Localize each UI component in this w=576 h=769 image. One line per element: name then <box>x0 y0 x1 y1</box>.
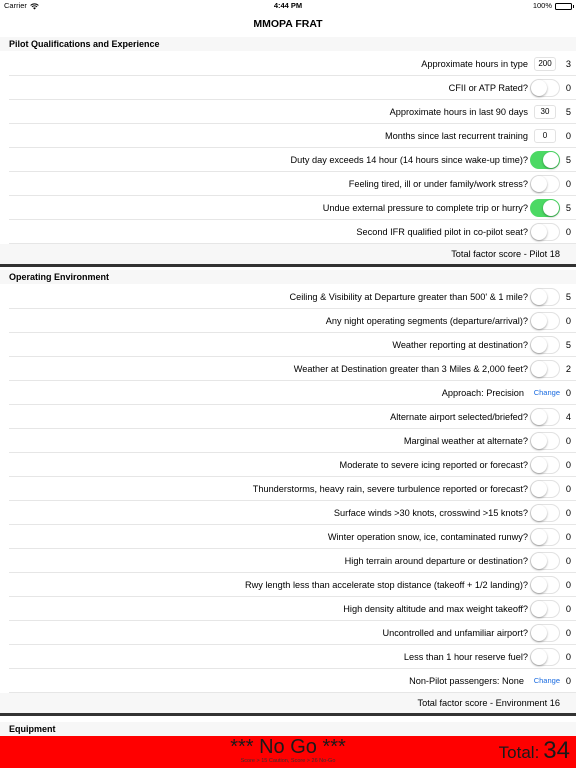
question-label: Undue external pressure to complete trip or hurry? <box>322 203 528 213</box>
factor-score: 5 <box>565 340 571 350</box>
section-total-label: Total factor score - Pilot <box>451 249 548 259</box>
page-title: MMOPA FRAT <box>253 18 323 30</box>
question-row <box>9 429 576 453</box>
yes-no-toggle[interactable] <box>530 552 560 570</box>
yes-no-toggle[interactable] <box>530 223 560 241</box>
toggle-knob <box>531 481 547 497</box>
toggle-knob <box>531 457 547 473</box>
section-total <box>451 244 560 264</box>
total-score-value: 34 <box>543 737 570 764</box>
factor-score: 0 <box>565 131 571 141</box>
section-total-value: 16 <box>549 698 560 708</box>
toggle-knob <box>531 176 547 192</box>
score-summary-bar <box>0 736 576 768</box>
yes-no-toggle[interactable] <box>530 408 560 426</box>
question-list <box>0 52 576 244</box>
toggle-knob <box>531 649 547 665</box>
toggle-knob <box>531 409 547 425</box>
question-label: High density altitude and max weight takeoff? <box>343 604 528 614</box>
question-label: Rwy length less than accelerate stop distance (takeoff + 1/2 landing)? <box>244 580 528 590</box>
factor-score: 0 <box>565 179 571 189</box>
factor-score: 3 <box>565 59 571 69</box>
question-row <box>9 501 576 525</box>
question-row <box>9 285 576 309</box>
question-row <box>9 172 576 196</box>
question-row <box>9 669 576 693</box>
score-legend: Score > 15 Caution, Score > 26 No-Go <box>240 758 336 764</box>
section-header <box>0 37 576 51</box>
factor-score: 0 <box>565 556 571 566</box>
toggle-knob <box>531 625 547 641</box>
question-row <box>9 381 576 405</box>
toggle-knob <box>531 433 547 449</box>
question-list <box>0 285 576 693</box>
factor-score: 0 <box>565 532 571 542</box>
go-no-go-verdict: *** No Go *** <box>230 736 346 758</box>
clock: 4:44 PM <box>273 1 303 10</box>
yes-no-toggle[interactable] <box>530 360 560 378</box>
question-row <box>9 357 576 381</box>
section-title: Pilot Qualifications and Experience <box>9 39 160 49</box>
factor-score: 0 <box>565 436 571 446</box>
yes-no-toggle[interactable] <box>530 288 560 306</box>
numeric-input[interactable]: 0 <box>534 129 556 143</box>
numeric-input[interactable]: 200 <box>534 57 556 71</box>
toggle-knob <box>531 289 547 305</box>
factor-score: 0 <box>565 604 571 614</box>
factor-score: 0 <box>565 316 571 326</box>
yes-no-toggle[interactable] <box>530 504 560 522</box>
factor-score: 0 <box>565 676 571 686</box>
question-label: CFII or ATP Rated? <box>448 83 528 93</box>
question-label: Uncontrolled and unfamiliar airport? <box>382 628 528 638</box>
question-row <box>9 573 576 597</box>
yes-no-toggle[interactable] <box>530 528 560 546</box>
factor-score: 5 <box>565 203 571 213</box>
factor-score: 2 <box>565 364 571 374</box>
question-row <box>9 309 576 333</box>
battery-indicator <box>533 0 572 12</box>
question-row <box>9 405 576 429</box>
section-total <box>418 693 561 713</box>
toggle-knob <box>531 313 547 329</box>
yes-no-toggle[interactable] <box>530 312 560 330</box>
question-label: Feeling tired, ill or under family/work stress? <box>348 179 528 189</box>
question-row <box>9 453 576 477</box>
factor-score: 0 <box>565 580 571 590</box>
yes-no-toggle[interactable] <box>530 624 560 642</box>
question-label: Marginal weather at alternate? <box>403 436 528 446</box>
change-link[interactable]: Change <box>533 388 560 397</box>
total-score-label: Total: <box>498 743 540 762</box>
change-link[interactable]: Change <box>533 676 560 685</box>
question-label: Duty day exceeds 14 hour (14 hours since wake-up time)? <box>290 155 528 165</box>
yes-no-toggle[interactable] <box>530 79 560 97</box>
question-label: Any night operating segments (departure/arrival)? <box>325 316 528 326</box>
section-title: Equipment <box>9 724 56 734</box>
yes-no-toggle[interactable] <box>530 151 560 169</box>
question-label: Second IFR qualified pilot in co-pilot seat? <box>356 227 528 237</box>
factor-score: 5 <box>565 107 571 117</box>
section-total-value: 18 <box>549 249 560 259</box>
toggle-knob <box>531 80 547 96</box>
yes-no-toggle[interactable] <box>530 456 560 474</box>
question-label: Non-Pilot passengers: None <box>409 676 524 686</box>
section-total-row <box>0 693 576 716</box>
question-label: Approximate hours in type <box>421 59 528 69</box>
factor-score: 0 <box>565 628 571 638</box>
yes-no-toggle[interactable] <box>530 199 560 217</box>
question-label: Weather reporting at destination? <box>392 340 528 350</box>
question-row <box>9 333 576 357</box>
factor-score: 0 <box>565 508 571 518</box>
question-row <box>9 124 576 148</box>
section-total-label: Total factor score - Environment <box>417 698 548 708</box>
question-row <box>9 621 576 645</box>
question-label: Winter operation snow, ice, contaminated runwy? <box>327 532 528 542</box>
yes-no-toggle[interactable] <box>530 480 560 498</box>
factor-score: 5 <box>565 292 571 302</box>
factor-score: 0 <box>565 460 571 470</box>
question-row <box>9 525 576 549</box>
question-label: Approximate hours in last 90 days <box>389 107 528 117</box>
question-label: Months since last recurrent training <box>385 131 528 141</box>
question-label: Thunderstorms, heavy rain, severe turbulence reported or forecast? <box>252 484 528 494</box>
question-label: Ceiling & Visibility at Departure greater than 500' & 1 mile? <box>289 292 528 302</box>
battery-icon <box>555 3 572 10</box>
factor-score: 0 <box>565 388 571 398</box>
question-row <box>9 220 576 244</box>
toggle-knob <box>531 505 547 521</box>
question-row <box>9 196 576 220</box>
question-row <box>9 76 576 100</box>
question-label: Surface winds >30 knots, crosswind >15 knots? <box>333 508 528 518</box>
toggle-knob <box>531 529 547 545</box>
question-label: Approach: Precision <box>441 388 524 398</box>
yes-no-toggle[interactable] <box>530 648 560 666</box>
status-bar <box>0 0 576 12</box>
yes-no-toggle[interactable] <box>530 600 560 618</box>
question-row <box>9 549 576 573</box>
question-row <box>9 645 576 669</box>
total-score <box>499 736 570 769</box>
factor-score: 4 <box>565 412 571 422</box>
carrier-label: Carrier <box>4 1 27 10</box>
yes-no-toggle[interactable] <box>530 336 560 354</box>
factor-score: 0 <box>565 652 571 662</box>
question-label: Alternate airport selected/briefed? <box>390 412 528 422</box>
toggle-knob <box>531 601 547 617</box>
factor-score: 0 <box>565 227 571 237</box>
toggle-knob <box>543 200 559 216</box>
battery-percent: 100% <box>532 1 552 10</box>
section-total-row <box>0 244 576 267</box>
toggle-knob <box>543 152 559 168</box>
question-label: High terrain around departure or destination? <box>344 556 528 566</box>
question-row <box>9 100 576 124</box>
toggle-knob <box>531 553 547 569</box>
section-header <box>0 270 576 284</box>
factor-score: 0 <box>565 484 571 494</box>
numeric-input[interactable]: 30 <box>534 105 556 119</box>
section-title: Operating Environment <box>9 272 110 282</box>
toggle-knob <box>531 577 547 593</box>
question-row <box>9 597 576 621</box>
question-label: Weather at Destination greater than 3 Miles & 2,000 feet? <box>293 364 528 374</box>
question-row <box>9 477 576 501</box>
toggle-knob <box>531 337 547 353</box>
question-row <box>9 52 576 76</box>
yes-no-toggle[interactable] <box>530 175 560 193</box>
section-header <box>0 722 576 736</box>
question-label: Moderate to severe icing reported or forecast? <box>339 460 528 470</box>
toggle-knob <box>531 224 547 240</box>
toggle-knob <box>531 361 547 377</box>
question-label: Less than 1 hour reserve fuel? <box>403 652 528 662</box>
question-row <box>9 148 576 172</box>
yes-no-toggle[interactable] <box>530 576 560 594</box>
yes-no-toggle[interactable] <box>530 432 560 450</box>
factor-score: 5 <box>565 155 571 165</box>
factor-score: 0 <box>565 83 571 93</box>
